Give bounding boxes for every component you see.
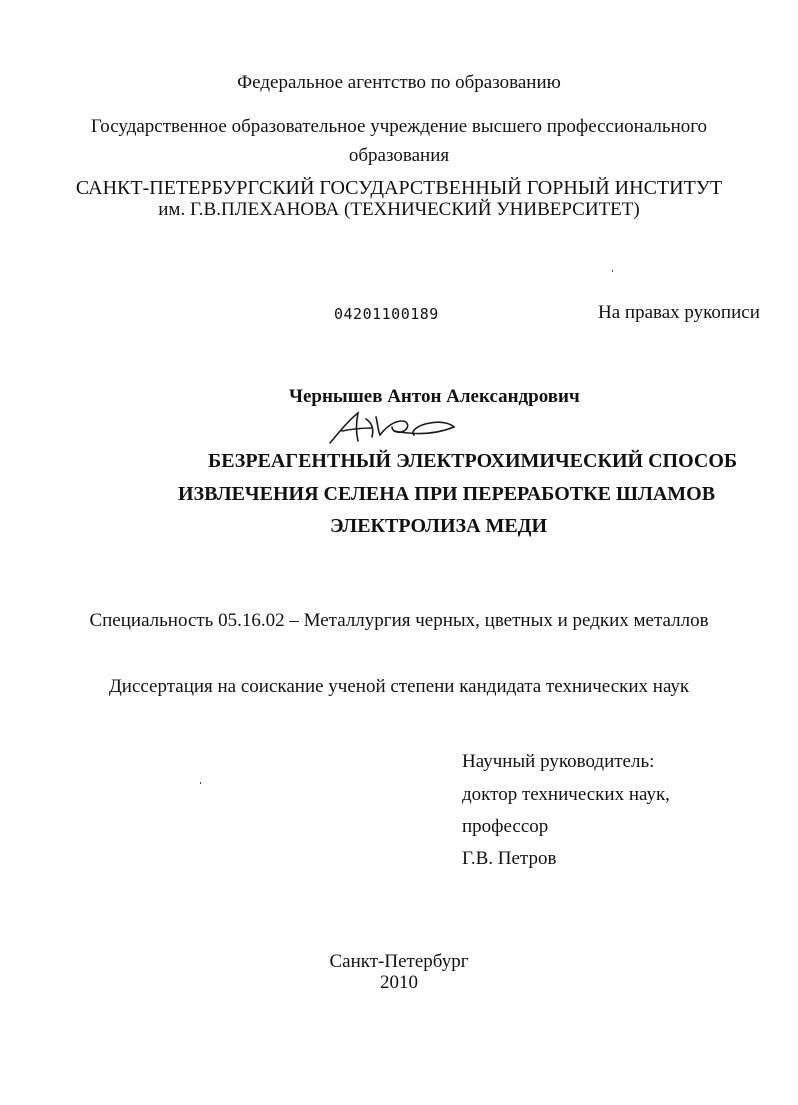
institution-line-1: Государственное образовательное учреждение высшего профессионального [90,116,708,137]
institution-line-2: образования [348,145,450,166]
thesis-title-line-3: ЭЛЕКТРОЛИЗА МЕДИ [330,515,548,537]
university-line-2: им. Г.В.ПЛЕХАНОВА (ТЕХНИЧЕСКИЙ УНИВЕРСИТЕТ) [158,199,640,220]
scan-speck [200,782,201,784]
university-line-1: САНКТ-ПЕТЕРБУРГСКИЙ ГОСУДАРСТВЕННЫЙ ГОРНЫЙ ИНСТИТУТ [75,177,723,199]
agency-line: Федеральное агентство по образованию [237,72,561,93]
supervisor-name: Г.В. Петров [462,848,557,869]
thesis-title-line-1: БЕЗРЕАГЕНТНЫЙ ЭЛЕКТРОХИМИЧЕСКИЙ СПОСОБ [208,450,738,472]
footer-year: 2010 [380,972,418,993]
manuscript-rights: На правах рукописи [598,302,760,323]
degree-line: Диссертация на соискание ученой степени кандидата технических наук [108,676,690,697]
supervisor-title: профессор [462,816,549,837]
supervisor-label: Научный руководитель: [462,751,655,772]
footer-city: Санкт-Петербург [329,951,469,972]
specialty-line: Специальность 05.16.02 – Металлургия черных, цветных и редких металлов [89,610,709,631]
catalog-number: 04201100189 [334,305,439,323]
supervisor-degree: доктор технических наук, [462,784,670,805]
author-name: Чернышев Антон Александрович [289,386,580,407]
author-signature [322,409,462,449]
scan-speck [612,270,613,272]
thesis-title-line-2: ИЗВЛЕЧЕНИЯ СЕЛЕНА ПРИ ПЕРЕРАБОТКЕ ШЛАМОВ [178,483,716,505]
